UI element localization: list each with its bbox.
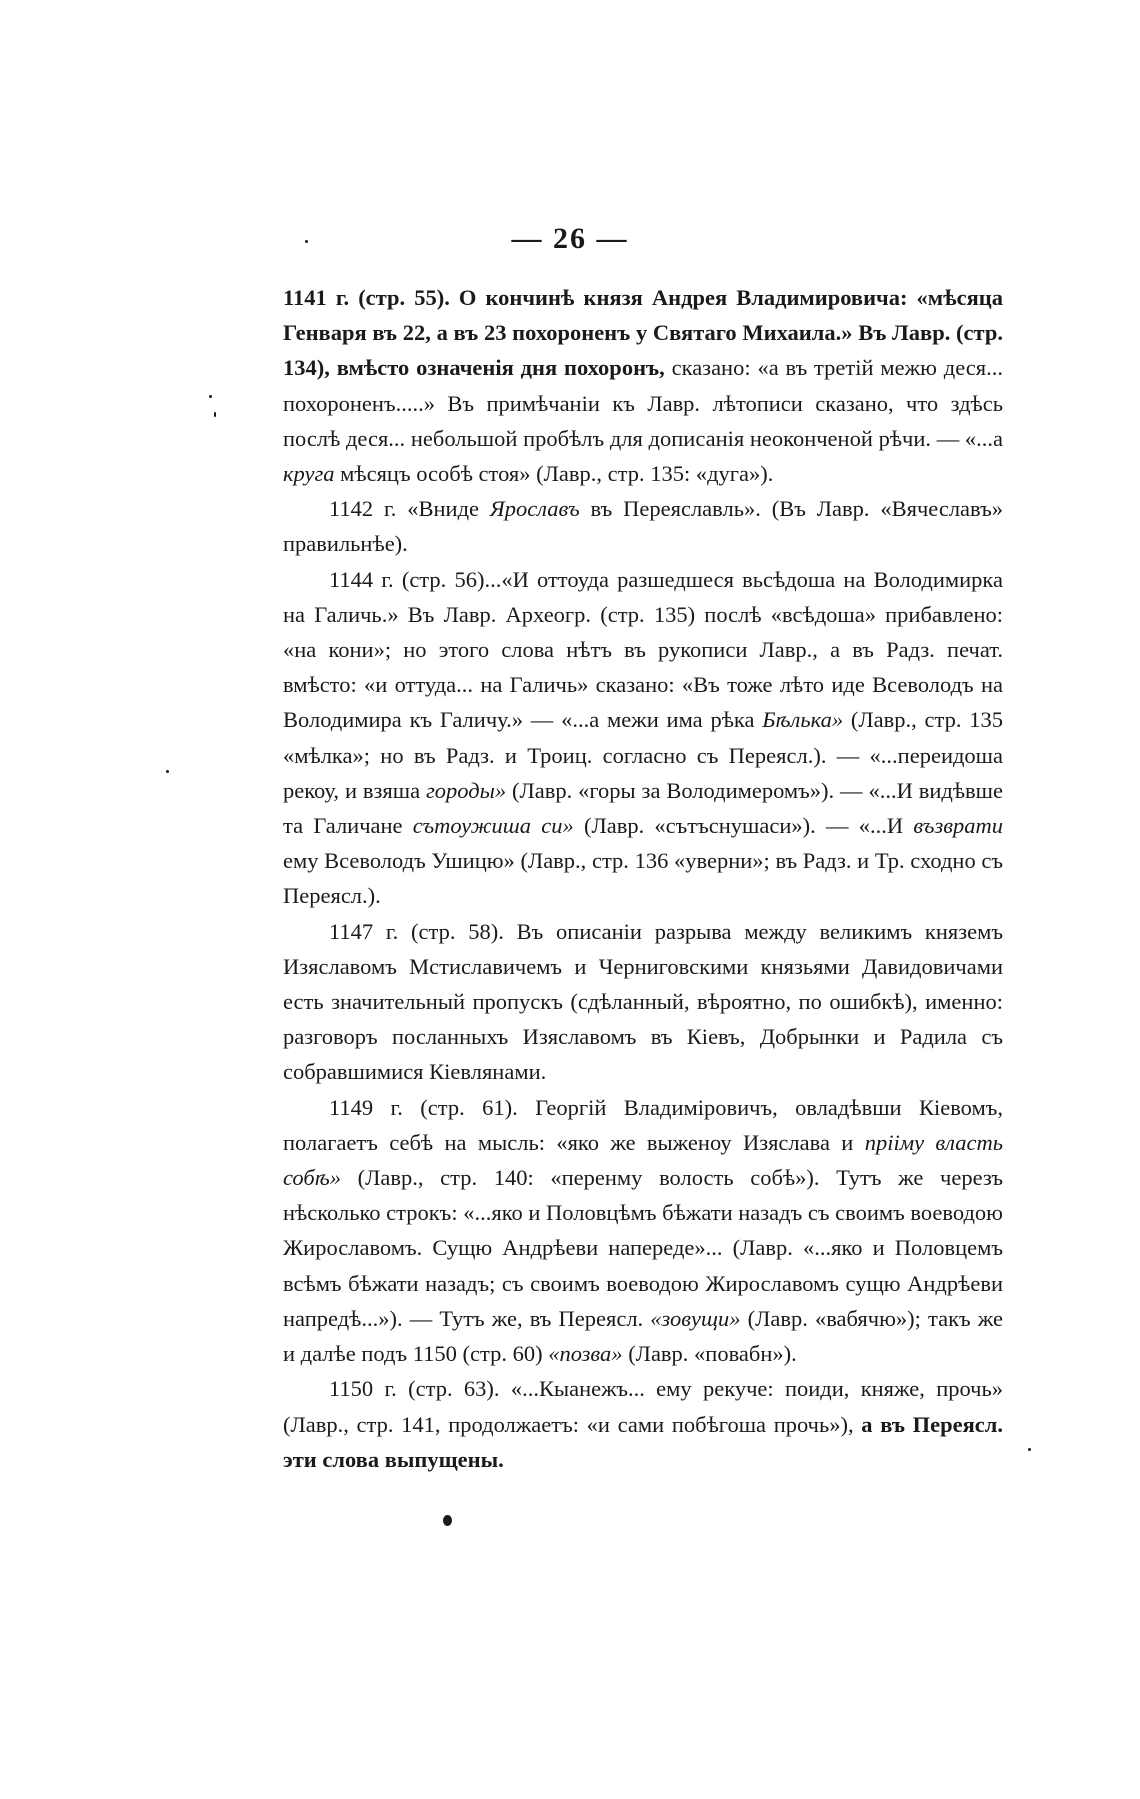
ink-speck <box>305 240 308 243</box>
text-run: въ Переяславль». (Въ Лавр. «Вячеславъ» правильнѣе). <box>283 496 1003 557</box>
ink-speck <box>166 770 169 773</box>
text-run: прііму власть собѣ» <box>283 1129 1003 1191</box>
text-run: мѣсяцъ особѣ стоя» (Лавр., стр. 135: «дуга»). <box>334 461 774 487</box>
text-run: 1149 г. (стр. 61). Георгій Владиміровичъ, овладѣвши Кіевомъ, полагаетъ себѣ на мысль: «яко же выженоу Изяслава и <box>283 1094 1003 1155</box>
text-run: городы» <box>425 777 507 803</box>
text-run: (Лавр. «сътъснушаси»). — «...И <box>573 813 914 839</box>
text-run: 1141 г. (стр. 55). О кончинѣ князя Андрея Владимировича: «мѣсяца Генваря въ 22, а въ 23 похороненъ у Святаго Михаила.» Въ Лавр. (стр. 134), вмѣсто означенія дня похоронъ, <box>283 285 1003 381</box>
text-run: 1150 г. (стр. 63). «...Кыанежъ... ему рекуче: поиди, княже, прочь» (Лавр., стр. 141, продолжаетъ: «и сами побѣгоша прочь»), <box>283 1376 1003 1437</box>
text-run: (Лавр. «горы за Володимеромъ»). — «...И видѣвше та Галичане <box>283 777 1003 839</box>
paragraph <box>283 1371 1003 1477</box>
bullet-mark <box>443 1515 452 1526</box>
text-run: възврати <box>913 813 1004 839</box>
text-run: (Лавр. «вабячю»); такъ же и далѣе подъ 1150 (стр. 60) <box>283 1305 1003 1367</box>
text-run: «зовущи» <box>650 1305 741 1331</box>
text-run: (Лавр., стр. 140: «перенму волость собѣ»). Тутъ же черезъ нѣсколько строкъ: «...яко и Половцѣмъ бѣжати назадъ съ своимъ воеводою Жирославомъ. Сущю Андрѣеви напереде»... (Лавр. «...яко и Половцемъ всѣмъ бѣжати назадъ; съ своимъ воеводою Жирославомъ сущю Андрѣеви напредѣ...»). — Тутъ же, въ Переясл. <box>283 1165 1003 1331</box>
text-run: сътоужиша си» <box>412 813 574 839</box>
text-run: сказано: «а въ третій межю деся... похороненъ.....» Въ примѣчаніи къ Лавр. лѣтописи сказано, что здѣсь послѣ деся... небольшой пробѣлъ для дописанія неоконченой рѣчи. — «...а <box>283 355 1003 451</box>
text-run: а въ Переясл. эти слова выпущены. <box>283 1411 1004 1472</box>
text-run: Бѣлька» <box>762 707 844 733</box>
text-run: 1144 г. (стр. 56)...«И оттоуда разшедшеся вьсѣдоша на Володимирка на Галичь.» Въ Лавр. Археогр. (стр. 135) послѣ «всѣдоша» прибавлено: «на кони»; но этого слова нѣтъ въ рукописи Лавр., а въ Радз. печат. вмѣсто: «и оттуда... на Галичь» сказано: «Въ тоже лѣто иде Всеволодъ на Володимира къ Галичу.» — «...а межи има рѣка <box>283 566 1003 733</box>
ink-speck <box>209 395 212 398</box>
ink-speck <box>1028 1448 1031 1451</box>
text-run: 1147 г. (стр. 58). Въ описаніи разрыва между великимъ княземъ Изяславомъ Мстиславичемъ и Черниговскими князьями Давидовичами есть значительный пропускъ (сдѣланный, вѣроятно, по ошибкѣ), именно: разговоръ посланныхъ Изяславомъ въ Кіевъ, Добрынки и Радила съ собравшимися Кіевлянами. <box>283 918 1003 1085</box>
text-run: Ярославъ <box>489 496 580 522</box>
paragraph <box>283 1090 1003 1372</box>
text-run: (Лавр., стр. 135 «мѣлка»; но въ Радз. и Троиц. согласно съ Переясл.). — «...переидоша рекоу, и взяша <box>283 707 1003 803</box>
text-run: (Лавр. «повабн»). <box>622 1341 797 1367</box>
text-run: «позва» <box>548 1341 623 1367</box>
text-run: круга <box>283 461 335 487</box>
paragraph <box>283 280 1003 491</box>
text-run: ему Всеволодъ Ушицю» (Лавр., стр. 136 «уверни»; въ Радз. и Тр. сходно съ Переясл.). <box>283 848 1003 909</box>
text-run: 1142 г. «Вниде <box>329 496 490 522</box>
paragraph <box>283 562 1003 914</box>
ink-speck <box>214 412 216 417</box>
page-number: — 26 — <box>511 222 629 255</box>
paragraph <box>283 914 1003 1090</box>
body-text <box>283 280 1003 1477</box>
paragraph <box>283 491 1003 561</box>
